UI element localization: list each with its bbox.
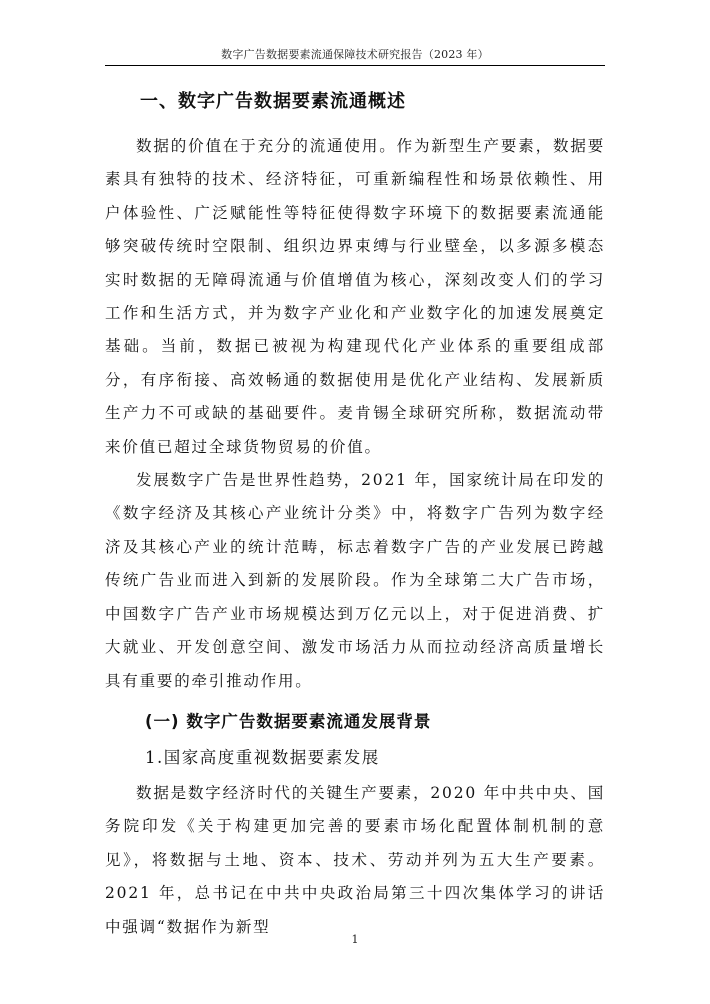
paragraph-data-value: 数据的价值在于充分的流通使用。作为新型生产要素，数据要素具有独特的技术、经济特征，可重新编程性和场景依赖性、用户体验性、广泛赋能性等特征使得数字环境下的数据要素流通能够突破传统时空限制、组织边界束缚与行业壁垒，以多源多模态实时数据的无障碍流通与价值增值为核心，深刻改变人们的学习工作和生活方式，并为数字产业化和产业数字化的加速发展奠定基础。当前，数据已被视为构建现代化产业体系的重要组成部分，有序衔接、高效畅通的数据使用是优化产业结构、发展新质生产力不可或缺的基础要件。麦肯锡全球研究所称，数据流动带来价值已超过全球货物贸易的价值。 (105, 137, 605, 456)
paragraph-data-element-policy: 数据是数字经济时代的关键生产要素，2020 年中共中央、国务院印发《关于构建更加完善的要素市场化配置体制机制的意见》，将数据与土地、资本、技术、劳动并列为五大生产要素。2021 年，总书记在中共中央政治局第三十四次集体学习的讲话中强调“数据作为新型 (105, 783, 605, 936)
running-header: 数字广告数据要素流通保障技术研究报告（2023 年） (221, 48, 489, 61)
subsection-heading: (一) 数字广告数据要素流通发展背景 (145, 711, 432, 731)
paragraph-digital-advertising: 发展数字广告是世界性趋势，2021 年，国家统计局在印发的《数字经济及其核心产业统计分类》中，将数字广告列为数字经济及其核心产业的统计范畴，标志着数字广告的产业发展已跨越传统广告业而进入到新的发展阶段。作为全球第二大广告市场，中国数字广告产业市场规模达到万亿元以上，对于促进消费、扩大就业、开发创意空间、激发市场活力从而拉动经济高质量增长具有重要的牵引推动作用。 (105, 471, 605, 690)
section-heading: 一、数字广告数据要素流通概述 (140, 91, 406, 112)
sub-subsection-heading: 1.国家高度重视数据要素发展 (145, 747, 380, 767)
header-rule (105, 65, 605, 66)
page-body (105, 88, 605, 944)
page-number: 1 (351, 933, 359, 946)
